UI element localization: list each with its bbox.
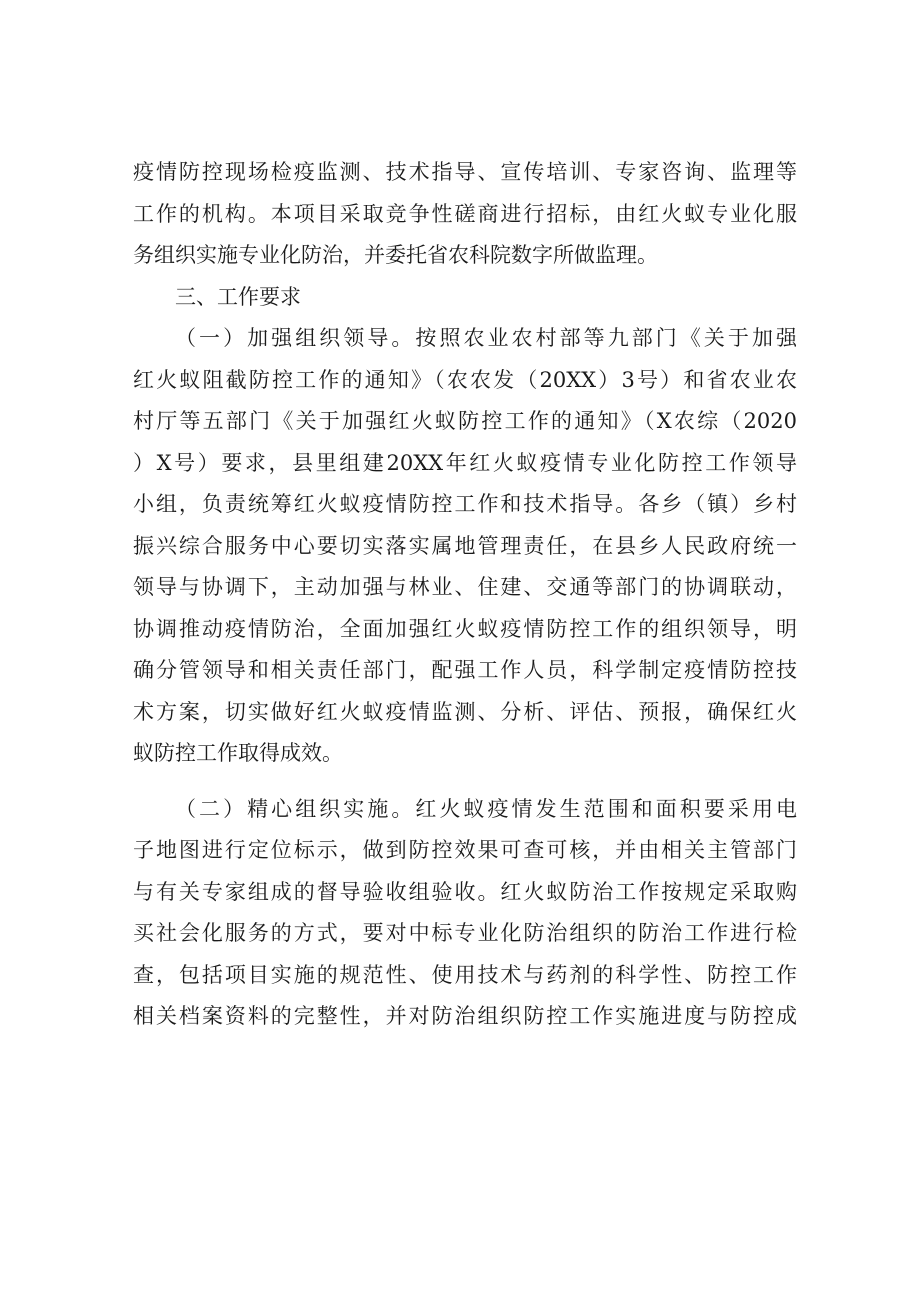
text-line: 术方案，切实做好红火蚁疫情监测、分析、评估、预报，确保红火 — [133, 699, 797, 724]
text-line: 务组织实施专业化防治，并委托省农科院数字所做监理。 — [133, 243, 658, 267]
text-line: 振兴综合服务中心要切实落实属地管理责任，在县乡人民政府统一 — [133, 533, 797, 558]
text-line: 小组，负责统筹红火蚁疫情防控工作和技术指导。各乡（镇）乡村 — [133, 492, 797, 516]
text-line: 买社会化服务的方式，要对中标专业化防治组织的防治工作进行检 — [133, 921, 797, 945]
text-line: 村厅等五部门《关于加强红火蚁防控工作的通知》（X农综（2020 — [133, 409, 797, 433]
paragraph-gap — [133, 775, 797, 789]
document-body — [133, 152, 797, 1038]
text-line: 蚁防控工作取得成效。 — [133, 741, 343, 765]
section-heading-work-requirements — [133, 277, 797, 319]
text-line: 红火蚁阻截防控工作的通知》（农农发（20XX）3号）和省农业农 — [133, 367, 797, 392]
text-line: 确分管领导和相关责任部门，配强工作人员，科学制定疫情防控技 — [133, 658, 797, 682]
paragraph-strengthen-leadership — [133, 318, 797, 775]
text-line: 与有关专家组成的督导验收组验收。红火蚁防治工作按规定采取购 — [133, 879, 797, 904]
paragraph-careful-implementation — [133, 789, 797, 1038]
text-line: 领导与协调下，主动加强与林业、住建、交通等部门的协调联动， — [133, 575, 797, 599]
text-line: 协调推动疫情防治，全面加强红火蚁疫情防控工作的组织领导，明 — [133, 616, 797, 641]
text-line: 相关档案资料的完整性，并对防治组织防控工作实施进度与防控成 — [133, 1004, 797, 1028]
text-line: 疫情防控现场检疫监测、技术指导、宣传培训、专家咨询、监理等 — [133, 160, 797, 184]
text-line: 子地图进行定位标示，做到防控效果可查可核，并由相关主管部门 — [133, 838, 797, 862]
section-heading: 三、工作要求 — [175, 284, 301, 309]
text-line: （一）加强组织领导。按照农业农村部等九部门《关于加强 — [175, 326, 797, 350]
text-line: ）X号）要求，县里组建20XX年红火蚁疫情专业化防控工作领导 — [133, 450, 797, 475]
text-line: 查，包括项目实施的规范性、使用技术与药剂的科学性、防控工作 — [133, 962, 797, 987]
text-line: （二）精心组织实施。红火蚁疫情发生范围和面积要采用电 — [175, 796, 797, 821]
text-line: 工作的机构。本项目采取竞争性磋商进行招标，由红火蚁专业化服 — [133, 201, 797, 226]
paragraph-organization-description — [133, 152, 797, 277]
